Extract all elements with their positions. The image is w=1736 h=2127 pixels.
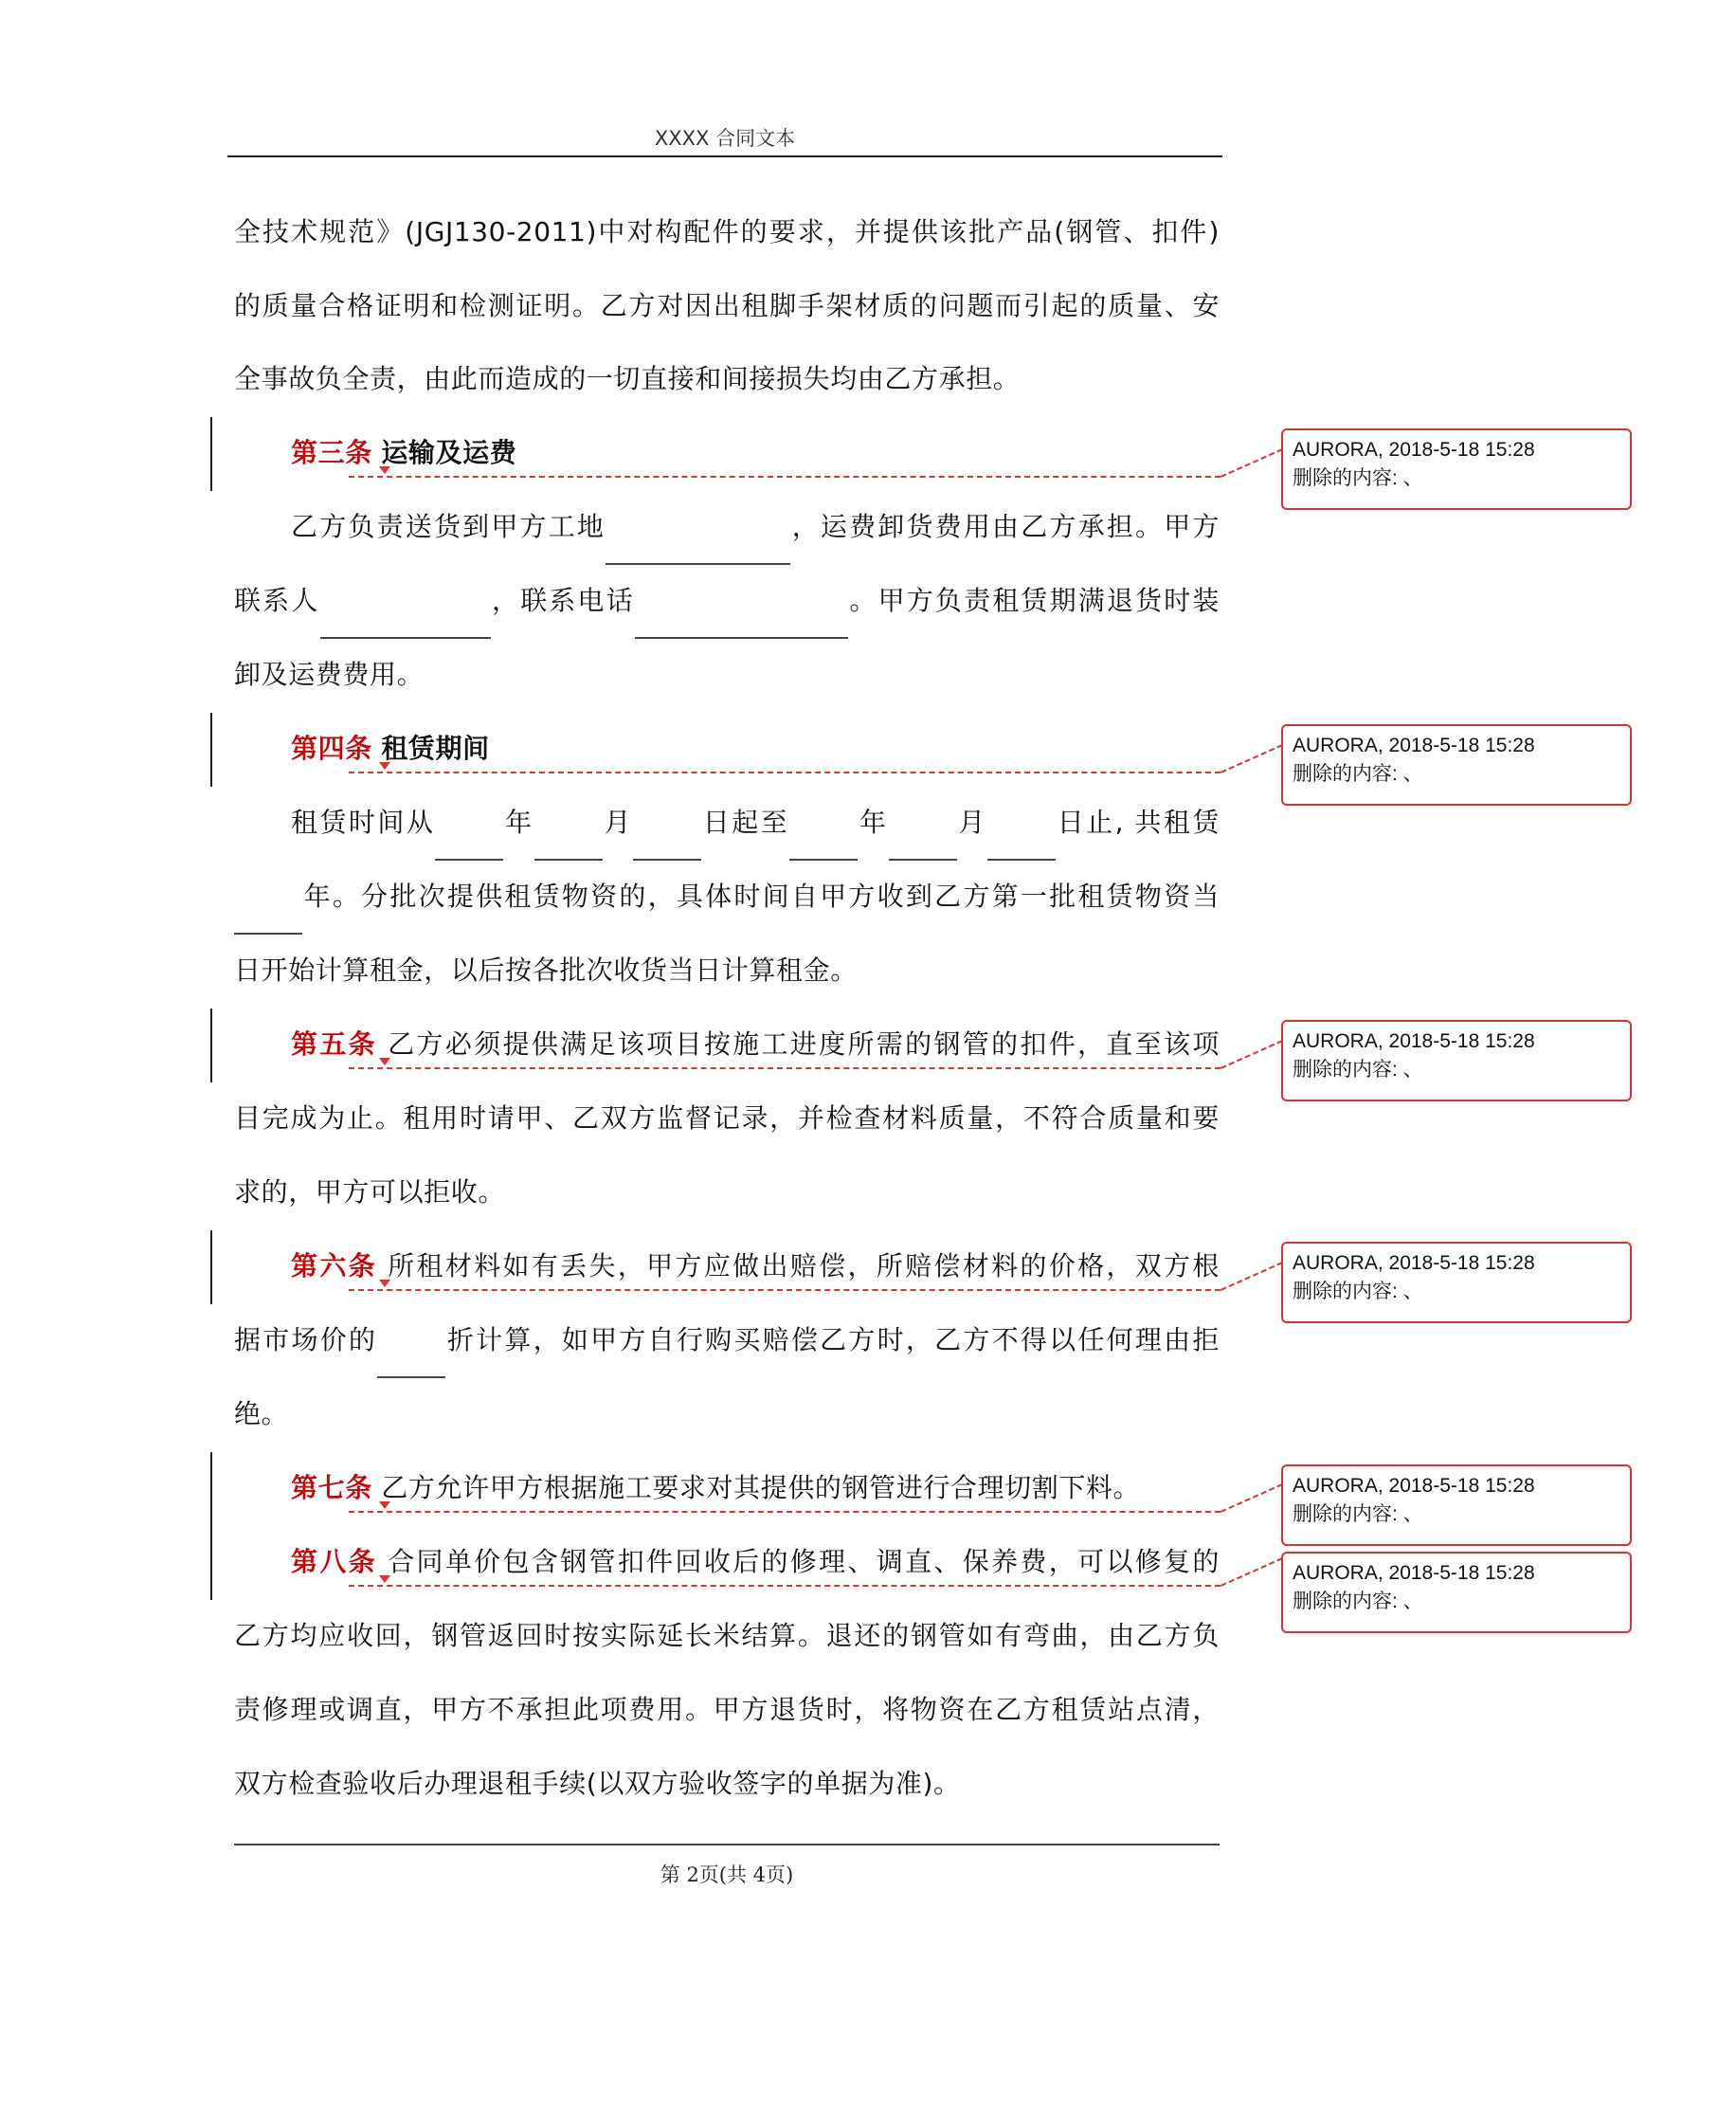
revision-comment[interactable] <box>1281 1242 1632 1323</box>
comment-text: 删除的内容: 、 <box>1293 1591 1423 1612</box>
change-bar <box>210 1009 212 1082</box>
body-line: 卸及运费费用。 <box>234 659 425 690</box>
comment-text: 删除的内容: 、 <box>1293 467 1423 489</box>
change-anchor-icon <box>379 1058 390 1065</box>
comment-leader <box>349 1289 1221 1291</box>
article-label: 第八条 <box>291 1546 377 1577</box>
article-title: 租赁期间 <box>381 733 490 764</box>
fill-blank[interactable] <box>635 609 848 639</box>
change-bar <box>210 1230 212 1304</box>
article-5-line: 第五条 乙方必须提供满足该项目按施工进度所需的钢管的扣件，直至该项 <box>291 1028 1220 1060</box>
body-line: 联系人 ，联系电话 。甲方负责租赁期满退货时装 <box>234 563 1220 639</box>
comment-leader <box>1221 1040 1283 1069</box>
article-7-line: 第七条 乙方允许甲方根据施工要求对其提供的钢管进行合理切割下料。 <box>291 1472 1141 1503</box>
body-line: 乙方负责送货到甲方工地 ，运费卸货费用由乙方承担。甲方 <box>291 489 1220 565</box>
revision-comment[interactable] <box>1281 724 1632 806</box>
page-number: 第 2页(共 4页) <box>660 1863 794 1886</box>
comment-author: AURORA, 2018-5-18 15:28 <box>1293 1475 1535 1497</box>
change-anchor-icon <box>379 1280 390 1287</box>
fill-blank[interactable] <box>789 831 858 861</box>
fill-blank[interactable] <box>234 905 302 935</box>
comment-author: AURORA, 2018-5-18 15:28 <box>1293 439 1535 461</box>
article-label: 第四条 <box>291 733 372 764</box>
footer-divider <box>234 1844 1220 1845</box>
change-anchor-icon <box>379 1575 390 1583</box>
fill-blank[interactable] <box>435 831 503 861</box>
change-bar <box>210 713 212 787</box>
change-bar <box>210 1452 212 1600</box>
article-label: 第五条 <box>291 1028 377 1060</box>
article-label: 第七条 <box>291 1472 372 1503</box>
change-anchor-icon <box>379 762 390 770</box>
body-line: 全事故负全责，由此而造成的一切直接和间接损失均由乙方承担。 <box>234 363 1021 394</box>
fill-blank[interactable] <box>377 1349 445 1378</box>
comment-author: AURORA, 2018-5-18 15:28 <box>1293 1030 1535 1052</box>
body-line: 租赁时间从 年 月 日起至 年 月 日止, 共租赁 <box>291 785 1220 861</box>
article-3-heading <box>291 415 1220 491</box>
revision-comment[interactable] <box>1281 1464 1632 1546</box>
comment-author: AURORA, 2018-5-18 15:28 <box>1293 1252 1535 1274</box>
body-line: 年。分批次提供租赁物资的，具体时间自甲方收到乙方第一批租赁物资当 <box>234 859 1220 935</box>
article-4-heading <box>291 711 1220 787</box>
body-line: 目完成为止。租用时请甲、乙双方监督记录，并检查材料质量，不符合质量和要 <box>234 1102 1220 1134</box>
body-line: 据市场价的 折计算，如甲方自行购买赔偿乙方时，乙方不得以任何理由拒 <box>234 1302 1220 1378</box>
comment-leader <box>349 1511 1221 1513</box>
revision-comment[interactable] <box>1281 428 1632 510</box>
page-header: XXXX 合同文本 <box>654 127 796 150</box>
comment-author: AURORA, 2018-5-18 15:28 <box>1293 1562 1535 1584</box>
comment-leader <box>1221 1557 1283 1587</box>
comment-leader <box>349 476 1221 478</box>
comment-author: AURORA, 2018-5-18 15:28 <box>1293 735 1535 756</box>
comment-leader <box>349 1067 1221 1069</box>
body-line: 求的，甲方可以拒收。 <box>234 1176 506 1208</box>
comment-leader <box>1221 744 1283 773</box>
comment-text: 删除的内容: 、 <box>1293 1503 1423 1525</box>
article-label: 第六条 <box>291 1250 377 1282</box>
fill-blank[interactable] <box>987 831 1056 861</box>
fill-blank[interactable] <box>606 536 790 565</box>
fill-blank[interactable] <box>320 609 491 639</box>
change-anchor-icon <box>379 1501 390 1509</box>
comment-leader <box>1221 448 1283 478</box>
fill-blank[interactable] <box>889 831 957 861</box>
revision-comment[interactable] <box>1281 1020 1632 1101</box>
body-line: 责修理或调直，甲方不承担此项费用。甲方退货时，将物资在乙方租赁站点清， <box>234 1694 1220 1725</box>
body-line: 乙方均应收回，钢管返回时按实际延长米结算。退还的钢管如有弯曲，由乙方负 <box>234 1620 1220 1651</box>
body-line: 绝。 <box>234 1398 289 1429</box>
body-line: 日开始计算租金，以后按各批次收货当日计算租金。 <box>234 954 858 986</box>
article-8-line: 第八条 合同单价包含钢管扣件回收后的修理、调直、保养费，可以修复的 <box>291 1546 1220 1577</box>
change-anchor-icon <box>379 466 390 474</box>
comment-leader <box>349 1585 1221 1587</box>
body-line: 双方检查验收后办理退租手续(以双方验收签字的单据为准)。 <box>234 1768 961 1799</box>
comment-leader <box>1221 1262 1283 1291</box>
article-title: 运输及运费 <box>381 437 517 468</box>
revision-comment[interactable] <box>1281 1552 1632 1633</box>
body-line: 全技术规范》(JGJ130-2011)中对构配件的要求，并提供该批产品(钢管、扣件) <box>234 216 1220 247</box>
header-divider <box>227 155 1222 157</box>
change-bar <box>210 417 212 491</box>
fill-blank[interactable] <box>534 831 603 861</box>
article-label: 第三条 <box>291 437 372 468</box>
comment-text: 删除的内容: 、 <box>1293 1059 1423 1081</box>
comment-leader <box>1221 1483 1283 1513</box>
body-line: 的质量合格证明和检测证明。乙方对因出租脚手架材质的问题而引起的质量、安 <box>234 290 1220 321</box>
comment-leader <box>349 772 1221 773</box>
comment-text: 删除的内容: 、 <box>1293 763 1423 785</box>
fill-blank[interactable] <box>633 831 701 861</box>
comment-text: 删除的内容: 、 <box>1293 1281 1423 1302</box>
article-6-line: 第六条 所租材料如有丢失，甲方应做出赔偿，所赔偿材料的价格，双方根 <box>291 1250 1220 1282</box>
